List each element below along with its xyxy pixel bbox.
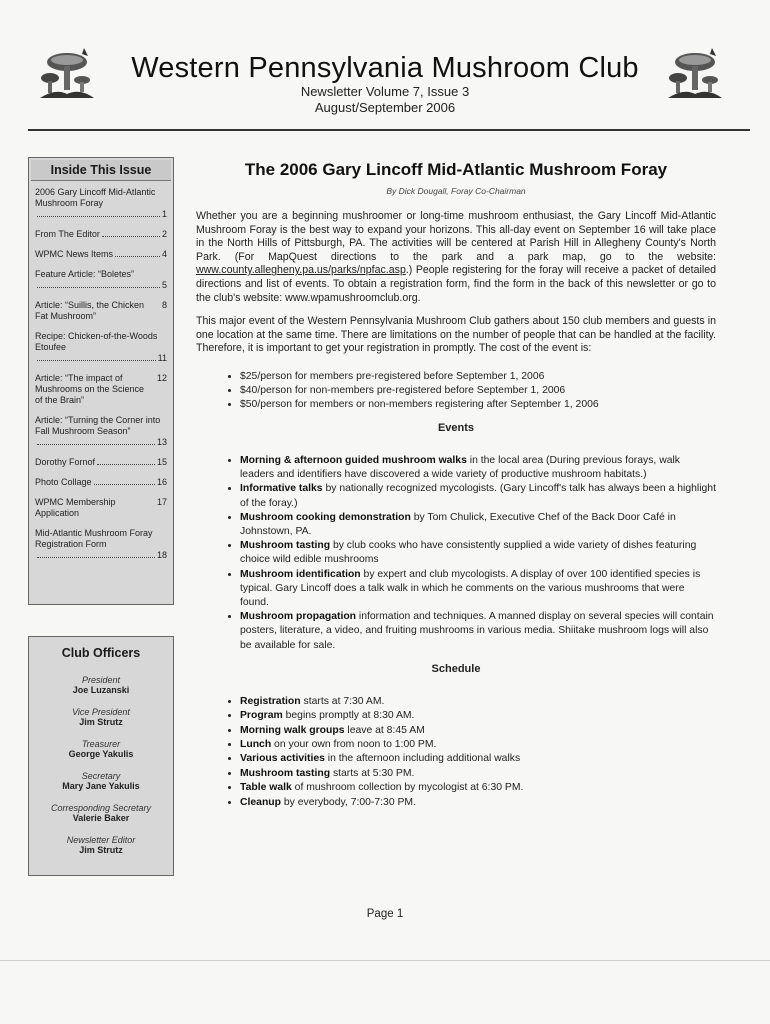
price-item: • $50/person for members or non-members registering after September 1, 2006 [240,398,716,412]
page-number: Page 1 [366,908,404,920]
toc-title: Article: “Turning the Corner into Fall Mushroom Season” [35,415,161,436]
toc-item [35,457,167,468]
toc-page: 15 [156,457,167,467]
event-item [240,511,716,539]
schedule-label: Program [240,710,283,722]
toc-title: Mid-Atlantic Mushroom Foray Registration Form [35,528,153,549]
schedule-item [240,752,716,766]
event-name: Morning & afternoon guided mushroom walks [240,454,467,466]
officer-role: Newsletter Editor [66,835,136,845]
toc-title: Article: “Suillis, the Chicken Fat Mushroom” [35,300,145,321]
event-item [240,610,716,653]
event-detail: information and techniques. A manned display on several species will contain posters, literature, a video, and fruiting mushrooms in various media. Shiitake mushroom logs will also be available for sale. [240,611,714,651]
toc-page: 16 [156,477,167,487]
officers-heading: Club Officers [61,646,141,660]
price-item: • $25/person for members pre-registered before September 1, 2006 [240,370,716,384]
toc-page: 13 [156,437,167,447]
schedule-item [240,695,716,709]
toc-page: 1 [161,209,167,219]
officer-entry [29,707,173,727]
officer-name: Mary Jane Yakulis [62,781,140,791]
officer-name: Jim Strutz [79,845,123,855]
toc-item [35,528,167,561]
toc-page: 17 [156,497,167,507]
officer-entry [29,771,173,791]
toc-title: Photo Collage [35,477,92,487]
toc-page: 8 [161,300,167,310]
toc-page: 4 [161,249,167,259]
officer-role: President [81,675,121,685]
schedule-detail: by everybody, 7:00-7:30 PM. [281,796,416,808]
toc-title: 2006 Gary Lincoff Mid-Atlantic Mushroom Foray [35,187,156,208]
schedule-item [240,738,716,752]
event-name: Mushroom cooking demonstration [240,511,411,523]
toc-title: WPMC News Items [35,249,114,259]
price-item: • $40/person for non-members pre-registered before September 1, 2006 [240,384,716,398]
toc-page: 5 [161,280,167,290]
price-list [196,370,716,412]
toc-item [35,249,167,260]
toc-item [35,229,167,240]
newsletter-date: August/September 2006 [314,100,456,115]
toc-title: From The Editor [35,229,100,239]
toc-page: 18 [156,550,167,560]
toc-item [35,373,167,406]
schedule-label: Cleanup [240,796,281,808]
schedule-label: Lunch [240,739,272,750]
toc-item [35,269,167,291]
schedule-detail: of mushroom collection by mycologist at 6:30 PM. [291,782,524,794]
toc-page: 11 [157,353,167,363]
newsletter-title: Western Pennsylvania Mushroom Club [131,52,639,84]
toc-title: Article: “The impact of Mushrooms on the Science of the Brain” [35,373,145,405]
schedule-label: Morning walk groups [240,724,345,736]
schedule-label: Mushroom tasting [240,767,331,779]
schedule-item [240,767,716,781]
schedule-detail: leave at 8:45 AM [344,724,425,736]
toc-item [35,497,167,519]
event-item [240,539,716,567]
event-detail: by Tom Chulick, Executive Chef of the Back Door Café in Johnstown, PA. [240,511,676,537]
toc-title: Recipe: Chicken-of-the-Woods Etoufee [35,331,158,352]
toc-list [29,181,173,561]
event-name: Informative talks [240,483,323,495]
scan-edge-line [0,960,770,961]
article-paragraph-1 [196,210,716,305]
officer-name: Joe Luzanski [72,685,130,695]
officer-name: George Yakulis [68,749,134,759]
officer-entry [29,803,173,823]
toc-title: Dorothy Fornof [35,457,96,467]
toc-title: WPMC Membership Application [35,497,116,518]
schedule-label: Registration [240,695,301,707]
officer-role: Corresponding Secretary [50,803,152,813]
inside-this-issue-box [28,157,174,605]
event-name: Mushroom identification [240,568,361,580]
article-paragraph-2: This major event of the Western Pennsylvania Mushroom Club gathers about 150 club members and guests in one location at the same time. There are limitations on the number of people that can be handled at the facility. Therefore, it is important to get your registration in promptly. The cost of the event is: [196,315,716,355]
inside-heading: Inside This Issue [31,160,171,181]
schedule-list [196,695,716,810]
events-list [196,454,716,653]
officer-role: Treasurer [81,739,121,749]
schedule-detail: on your own from noon to 1:00 PM. [271,739,437,750]
event-detail: by expert and club mycologists. A display of over 100 identified species is typical. Gary Lincoff does a talk walk in which he comments on the various mushrooms that were found. [240,568,701,608]
schedule-label: Table walk [240,782,292,794]
toc-item [35,331,167,364]
toc-item [35,415,167,448]
schedule-detail: in the afternoon including additional walks [324,753,521,765]
toc-page: 12 [156,373,167,383]
article-title: The 2006 Gary Lincoff Mid-Atlantic Mushroom Foray [244,160,668,179]
officer-role: Secretary [81,771,121,781]
article-byline: By Dick Dougall, Foray Co-Chairman [386,186,526,196]
park-website-link[interactable]: www.county.allegheny.pa.us/parks/npfac.asp [196,264,406,277]
masthead-divider [28,129,750,131]
event-detail: by nationally recognized mycologists. (Gary Lincoff's talk has always been a highlight of the foray.) [240,483,716,509]
event-item [240,454,716,482]
officer-name: Valerie Baker [72,813,130,823]
schedule-detail: starts at 7:30 AM. [300,695,385,707]
officer-entry [29,835,173,855]
schedule-label: Various activities [240,753,325,765]
event-detail: in the local area (During previous forays, walk leaders and identifiers have discovered a wide variety of productive mushroom habitats.) [240,454,680,481]
main-article [196,160,716,810]
schedule-item [240,724,716,738]
officer-entry [29,675,173,695]
schedule-detail: starts at 5:30 PM. [330,767,415,779]
paragraph-text: Whether you are a beginning mushroomer or long-time mushroom enthusiast, the Gary Lincoff Mid-Atlantic Mushroom Foray is the best way to expand your horizons. This all-day event on September 16 will take place in the North Hills of Pittsburgh, PA. The activities will be centered at Parish Hill in Allegheny County's North Park. (For MapQuest directions to the park and a park map, go to the website: [196,210,716,263]
events-heading: Events [437,421,475,434]
officer-entry [29,739,173,759]
toc-item [35,477,167,488]
schedule-heading: Schedule [431,662,481,675]
event-item [240,482,716,510]
schedule-detail: begins promptly at 8:30 AM. [282,710,415,722]
toc-item [35,187,167,220]
officer-name: Jim Strutz [79,717,123,727]
paragraph-text: .) People registering for the foray will receive a packet of detailed directions and list of events. To obtain a registration form, find the form in the back of this newsletter or go to the club's website: www.wpamushroomclub.org. [196,264,716,304]
toc-title: Feature Article: “Boletes” [35,269,135,279]
officer-role: Vice President [72,707,130,717]
schedule-item [240,796,716,810]
schedule-item [240,781,716,795]
toc-item [35,300,167,322]
event-detail: by club cooks who have consistently supplied a wide variety of dishes featuring choice wild edible mushrooms [240,540,697,566]
event-name: Mushroom propagation [240,611,357,623]
event-name: Mushroom tasting [240,540,331,552]
schedule-item [240,709,716,723]
event-item [240,568,716,611]
toc-page: 2 [161,229,167,239]
newsletter-volume: Newsletter Volume 7, Issue 3 [300,84,470,99]
club-officers-box [28,636,174,876]
